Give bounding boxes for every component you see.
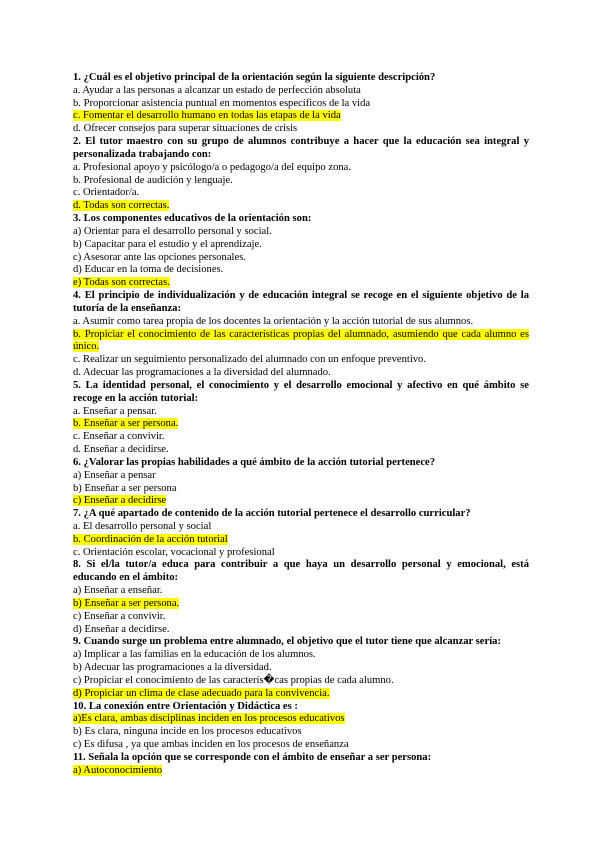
answer-text: d. Ofrecer consejos para superar situaciones de crisis	[73, 123, 298, 135]
highlighted-answer-text: e) Todas son correctas.	[73, 277, 170, 289]
answer-option-correct	[73, 534, 529, 547]
question-title: 5. La identidad personal, el conocimiento y el desarrollo emocional y afectivo en qué ámbito se recoge en la acción tutorial:	[73, 379, 529, 404]
answer-text: b) Capacitar para el estudio y el aprendizaje.	[73, 238, 262, 250]
answer-option	[73, 547, 529, 560]
answer-option-correct	[73, 598, 529, 611]
answer-text: c) Propiciar el conocimiento de las caracterís�cas propias de cada alumno.	[73, 674, 394, 686]
question-title: 11. Señala la opción que se corresponde con el ámbito de enseñar a ser persona:	[73, 751, 432, 763]
question-title: 8. Si el/la tutor/a educa para contribuir a que haya un desarrollo personal y emocional, está educando en el ámbito:	[73, 559, 529, 584]
answer-option	[73, 354, 529, 367]
answer-option-correct	[73, 713, 529, 726]
highlighted-answer-text: d) Propiciar un clima de clase adecuado para la convivencia.	[73, 687, 330, 699]
question-block	[73, 752, 529, 778]
question-block	[73, 136, 529, 213]
answer-option	[73, 585, 529, 598]
answer-text: a. Ayudar a las personas a alcanzar un estado de perfección absoluta	[73, 84, 361, 96]
answer-text: c. Realizar un seguimiento personalizado del alumnado con un enfoque preventivo.	[73, 354, 427, 366]
answer-option	[73, 226, 529, 239]
question-block	[73, 636, 529, 700]
answer-option-correct	[73, 277, 529, 290]
question-block	[73, 701, 529, 752]
answer-option	[73, 175, 529, 188]
question-title: 3. Los componentes educativos de la orientación son:	[73, 213, 312, 225]
highlighted-answer-text: b. Coordinación de la acción tutorial	[73, 533, 228, 545]
answer-text: c. Orientador/a.	[73, 187, 140, 199]
answer-option	[73, 239, 529, 252]
answer-option	[73, 739, 529, 752]
answer-option	[73, 675, 529, 688]
answer-option-correct	[73, 418, 529, 431]
highlighted-answer-text: a)Es clara, ambas disciplinas inciden en los procesos educativos	[73, 713, 345, 725]
quiz-document	[73, 72, 529, 778]
answer-option-correct	[73, 200, 529, 213]
answer-option	[73, 483, 529, 496]
answer-option	[73, 406, 529, 419]
answer-option	[73, 367, 529, 380]
answer-text: c) Asesorar ante las opciones personales.	[73, 251, 246, 263]
answer-text: d. Enseñar a decidirse.	[73, 444, 169, 456]
question-title: 10. La conexión entre Orientación y Didáctica es :	[73, 700, 298, 712]
question-title: 1. ¿Cuál es el objetivo principal de la orientación según la siguiente descripción?	[73, 72, 436, 83]
answer-option-correct	[73, 688, 529, 701]
answer-option	[73, 162, 529, 175]
answer-option-correct	[73, 329, 529, 355]
answer-option	[73, 611, 529, 624]
answer-option	[73, 123, 529, 136]
answer-option	[73, 726, 529, 739]
answer-option	[73, 470, 529, 483]
highlighted-answer-text: b. Propiciar el conocimiento de las características propias del alumnado, asumiendo que cada alumno es único.	[73, 328, 529, 353]
answer-option	[73, 624, 529, 637]
answer-option	[73, 252, 529, 265]
answer-option	[73, 85, 529, 98]
answer-text: b. Proporcionar asistencia puntual en momentos específicos de la vida	[73, 97, 371, 109]
answer-option	[73, 316, 529, 329]
question-block	[73, 457, 529, 508]
answer-text: a) Orientar para el desarrollo personal y social.	[73, 225, 272, 237]
answer-text: d) Educar en la toma de decisiones.	[73, 264, 224, 276]
answer-option	[73, 444, 529, 457]
answer-option	[73, 264, 529, 277]
question-title: 7. ¿A qué apartado de contenido de la acción tutorial pertenece el desarrollo curricular?	[73, 508, 471, 520]
answer-text: b. Profesional de audición y lenguaje.	[73, 174, 233, 186]
answer-text: b) Adecuar las programaciones a la diversidad.	[73, 662, 272, 674]
question-title: 4. El principio de individualización y de educación integral se recoge en el siguiente objetivo de la tutoría de la enseñanza:	[73, 290, 529, 314]
answer-text: a. El desarrollo personal y social	[73, 520, 212, 532]
answer-text: c. Enseñar a convivir.	[73, 431, 165, 443]
question-title: 2. El tutor maestro con su grupo de alumnos contribuye a hacer que la educación sea integral y personalizada trabajando con:	[73, 136, 529, 160]
answer-text: c. Orientación escolar, vocacional y profesional	[73, 546, 275, 558]
answer-option-correct	[73, 765, 529, 778]
highlighted-answer-text: b. Enseñar a ser persona.	[73, 418, 179, 430]
answer-text: b) Es clara, ninguna incide en los procesos educativos	[73, 726, 302, 738]
highlighted-answer-text: d. Todas son correctas.	[73, 200, 170, 212]
answer-text: c) Es difusa , ya que ambas inciden en los procesos de enseñanza	[73, 739, 349, 751]
answer-option	[73, 649, 529, 662]
highlighted-answer-text: b) Enseñar a ser persona.	[73, 597, 180, 609]
answer-option	[73, 187, 529, 200]
highlighted-answer-text: c) Enseñar a decidirse	[73, 495, 167, 507]
answer-text: d) Enseñar a decidirse.	[73, 623, 170, 635]
question-block	[73, 380, 529, 457]
answer-text: a. Asumir como tarea propia de los docentes la orientación y la acción tutorial de sus alumnos.	[73, 315, 474, 327]
question-block	[73, 72, 529, 136]
question-title: 9. Cuando surge un problema entre alumnado, el objetivo que el tutor tiene que alcanzar sería:	[73, 636, 501, 648]
answer-option	[73, 98, 529, 111]
answer-text: a) Enseñar a pensar	[73, 469, 156, 481]
answer-text: a. Enseñar a pensar.	[73, 405, 157, 417]
question-title: 6. ¿Valorar las propias habilidades a qué ámbito de la acción tutorial pertenece?	[73, 456, 436, 468]
answer-text: d. Adecuar las programaciones a la diversidad del alumnado.	[73, 367, 331, 379]
answer-text: a. Profesional apoyo y psicólogo/a o pedagogo/a del equipo zona.	[73, 161, 352, 173]
answer-text: c) Enseñar a convivir.	[73, 610, 166, 622]
answer-option	[73, 431, 529, 444]
answer-option	[73, 521, 529, 534]
answer-text: b) Enseñar a ser persona	[73, 482, 177, 494]
answer-option-correct	[73, 110, 529, 123]
question-block	[73, 559, 529, 636]
answer-option-correct	[73, 495, 529, 508]
highlighted-answer-text: a) Autoconocimiento	[73, 764, 163, 776]
answer-text: a) Enseñar a enseñar.	[73, 585, 163, 597]
question-block	[73, 290, 529, 380]
answer-text: a) Implicar a las familias en la educación de los alumnos.	[73, 649, 316, 661]
highlighted-answer-text: c. Fomentar el desarrollo humano en todas las etapas de la vida	[73, 110, 341, 122]
answer-option	[73, 662, 529, 675]
question-block	[73, 213, 529, 290]
question-block	[73, 508, 529, 559]
